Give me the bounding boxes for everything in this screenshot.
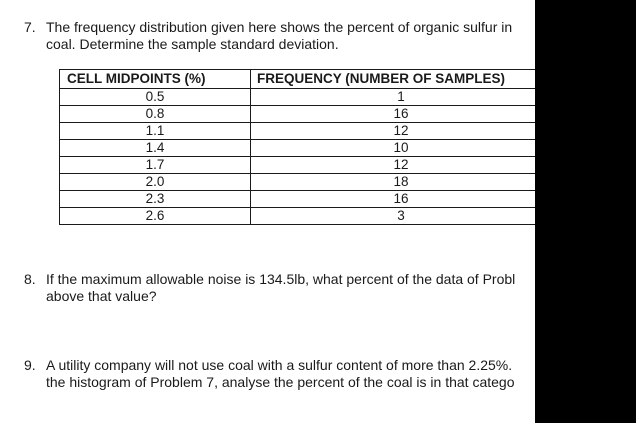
cell-midpoint: 0.8 [60, 106, 251, 123]
table-row [60, 140, 552, 157]
cell-frequency: 12 [251, 123, 552, 140]
question-9-number: 9. [24, 357, 36, 373]
cell-frequency: 16 [251, 106, 552, 123]
cell-frequency: 10 [251, 140, 552, 157]
cell-midpoint: 2.6 [60, 208, 251, 225]
cell-frequency: 12 [251, 157, 552, 174]
cell-midpoint: 1.7 [60, 157, 251, 174]
table-header-row [60, 70, 552, 89]
question-9-text-line-2: the histogram of Problem 7, analyse the percent of the coal is in that catego [46, 374, 515, 390]
question-8-number: 8. [24, 271, 36, 287]
table-row [60, 191, 552, 208]
black-redaction-bar [535, 0, 636, 423]
question-7-text-line-1: The frequency distribution given here shows the percent of organic sulfur in [46, 19, 513, 35]
table-row [60, 123, 552, 140]
cell-frequency: 16 [251, 191, 552, 208]
column-header-cell-midpoints: CELL MIDPOINTS (%) [60, 70, 251, 89]
table-row [60, 89, 552, 106]
cell-midpoint: 1.4 [60, 140, 251, 157]
cell-midpoint: 1.1 [60, 123, 251, 140]
table-row [60, 106, 552, 123]
column-header-frequency: FREQUENCY (NUMBER OF SAMPLES) [251, 70, 552, 89]
cell-midpoint: 2.0 [60, 174, 251, 191]
question-9-text-line-1: A utility company will not use coal with a sulfur content of more than 2.25%. [46, 357, 513, 373]
cell-frequency: 18 [251, 174, 552, 191]
cell-midpoint: 0.5 [60, 89, 251, 106]
cell-frequency: 1 [251, 89, 552, 106]
table-row [60, 208, 552, 225]
frequency-table [59, 69, 552, 225]
question-8-text-line-2: above that value? [46, 288, 157, 304]
table-row [60, 157, 552, 174]
cell-midpoint: 2.3 [60, 191, 251, 208]
question-8-text-line-1: If the maximum allowable noise is 134.5lb, what percent of the data of Probl [46, 271, 516, 287]
table-row [60, 174, 552, 191]
question-7-number: 7. [24, 19, 36, 35]
cell-frequency: 3 [251, 208, 552, 225]
question-7-text-line-2: coal. Determine the sample standard deviation. [46, 36, 339, 52]
